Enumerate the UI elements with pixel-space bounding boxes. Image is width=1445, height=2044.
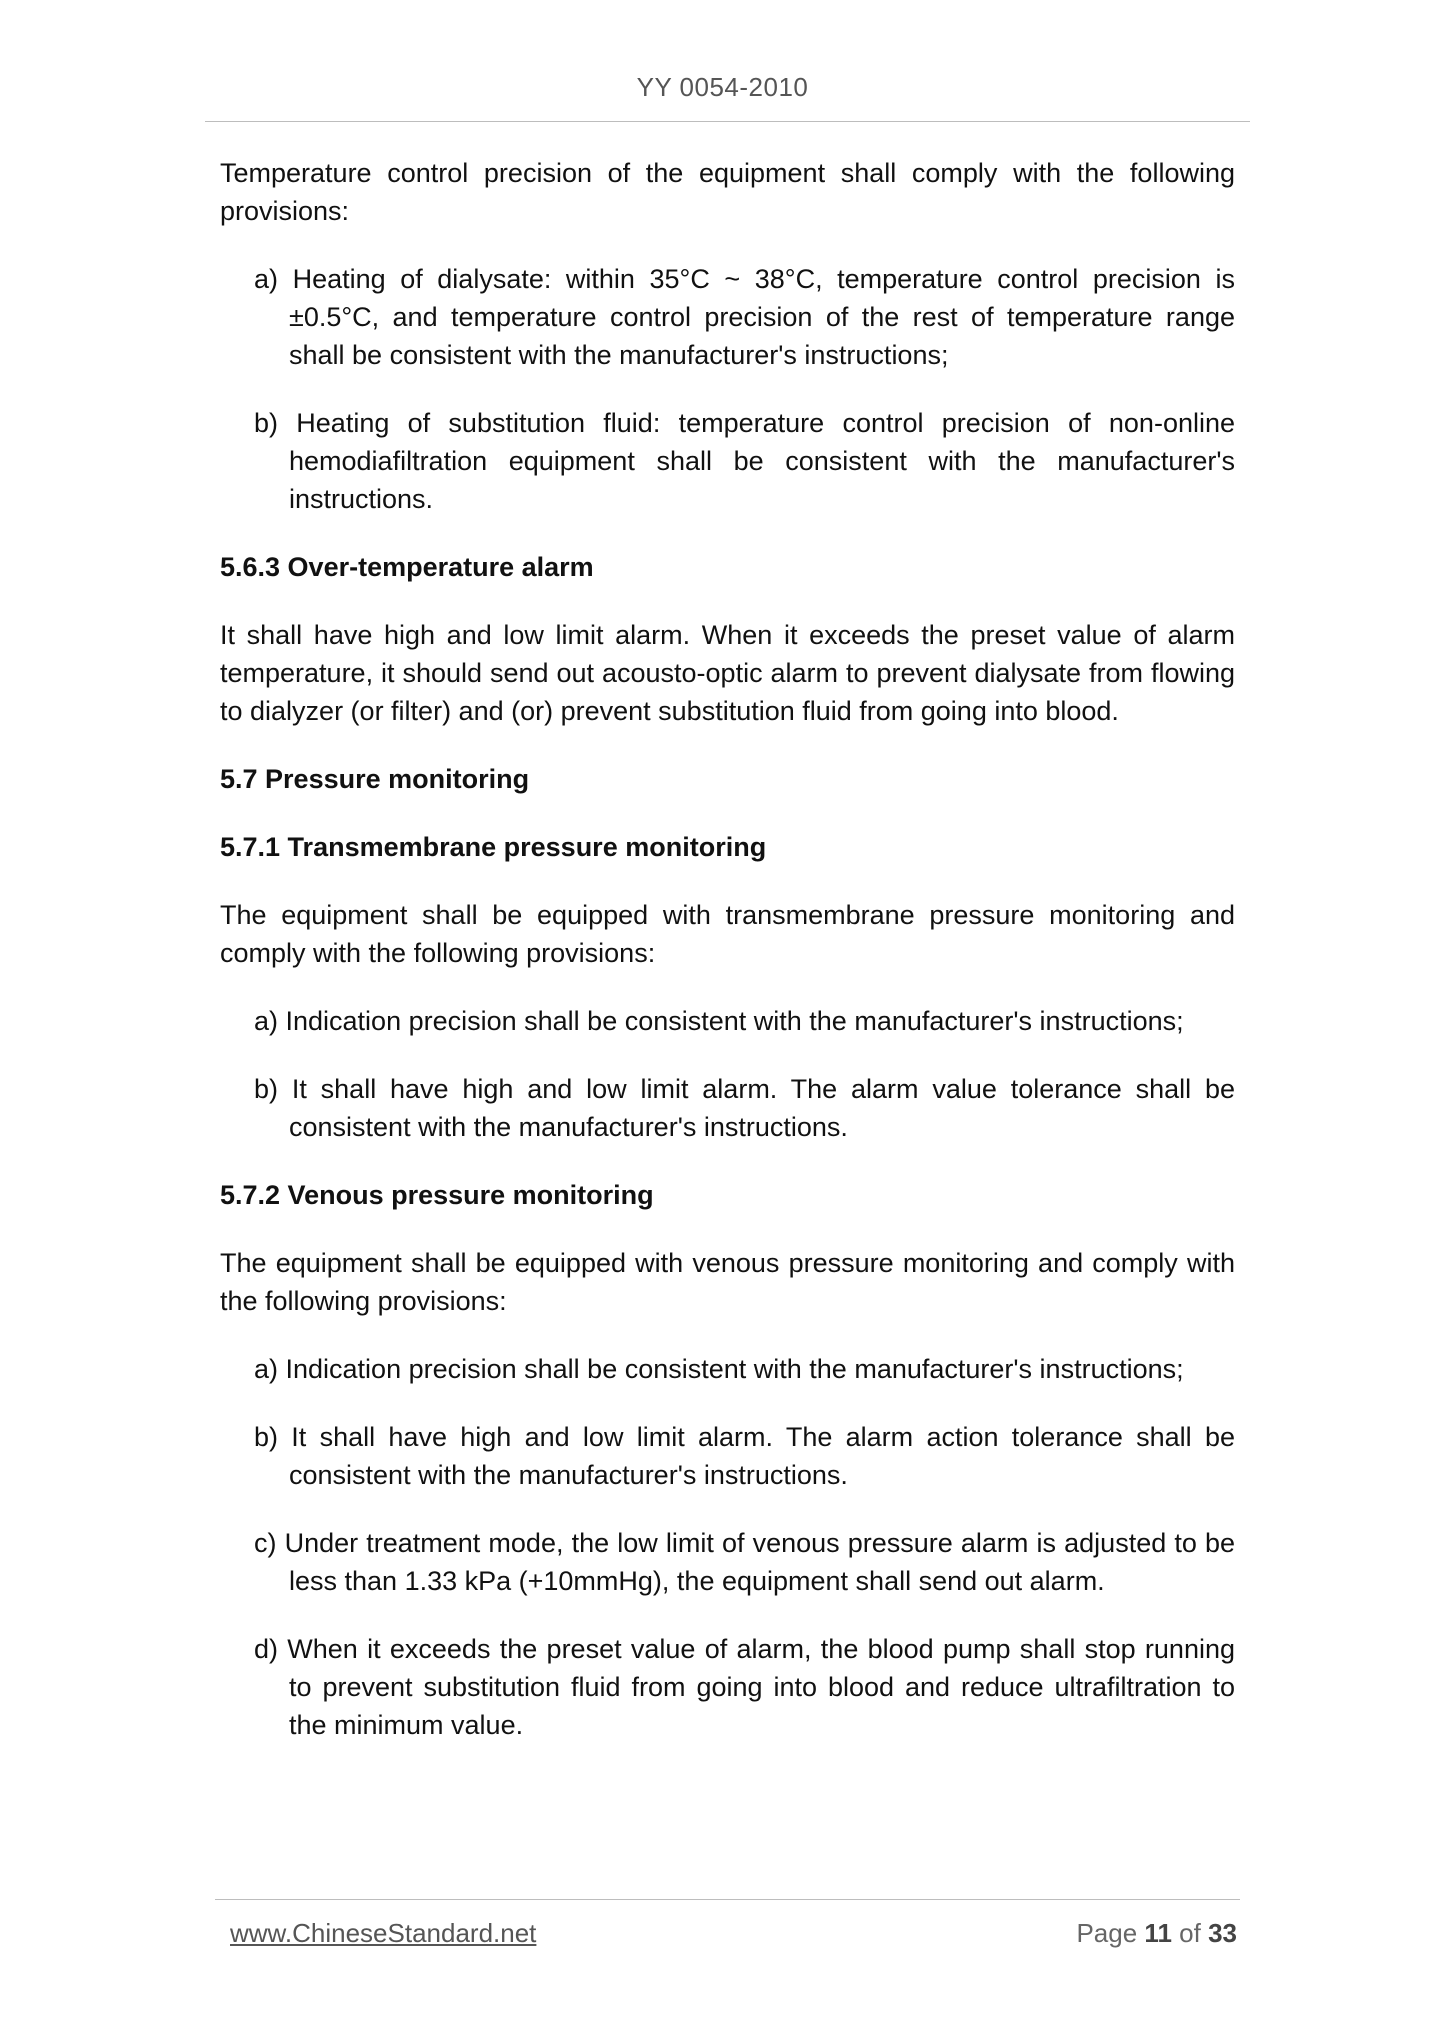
list-item-571-a: a) Indication precision shall be consistent with the manufacturer's instructions;	[254, 1006, 1184, 1036]
website-link[interactable]: www.ChineseStandard.net	[230, 1918, 537, 1948]
list-item-temp-a: a) Heating of dialysate: within 35°C ~ 38°C, temperature control precision is ±0.5°C, and temperature control precision of the rest of temperature range shall be consistent with the manufacturer's instructions;	[254, 264, 1235, 370]
paragraph-5-7-2: The equipment shall be equipped with venous pressure monitoring and comply with the following provisions:	[220, 1248, 1235, 1316]
list-item-572-a: a) Indication precision shall be consistent with the manufacturer's instructions;	[254, 1354, 1184, 1384]
footer-divider	[215, 1899, 1240, 1900]
list-item-temp-b: b) Heating of substitution fluid: temperature control precision of non-online hemodiafiltration equipment shall be consistent with the manufacturer's instructions.	[254, 408, 1235, 514]
section-heading-5-6-3: 5.6.3 Over-temperature alarm	[220, 552, 594, 582]
intro-paragraph: Temperature control precision of the equipment shall comply with the following provisions:	[220, 158, 1235, 226]
standard-code-header: YY 0054-2010	[636, 72, 809, 102]
section-heading-5-7-2: 5.7.2 Venous pressure monitoring	[220, 1180, 654, 1210]
list-item-572-b: b) It shall have high and low limit alarm. The alarm action tolerance shall be consistent with the manufacturer's instructions.	[254, 1422, 1235, 1490]
page-content	[220, 154, 1235, 1774]
page-total: 33	[1208, 1918, 1237, 1948]
paragraph-5-7-1: The equipment shall be equipped with transmembrane pressure monitoring and comply with the following provisions:	[220, 900, 1235, 968]
list-item-571-b: b) It shall have high and low limit alarm. The alarm value tolerance shall be consistent with the manufacturer's instructions.	[254, 1074, 1235, 1142]
page-current: 11	[1144, 1918, 1172, 1948]
page-of-label: of	[1179, 1918, 1201, 1948]
paragraph-5-6-3: It shall have high and low limit alarm. When it exceeds the preset value of alarm temperature, it should send out acousto-optic alarm to prevent dialysate from flowing to dialyzer (or filter) and (or) prevent substitution fluid from going into blood.	[220, 620, 1235, 726]
header-divider	[205, 121, 1250, 122]
page-number	[1076, 1918, 1237, 1949]
list-item-572-d: d) When it exceeds the preset value of alarm, the blood pump shall stop running to prevent substitution fluid from going into blood and reduce ultrafiltration to the minimum value.	[254, 1634, 1235, 1740]
section-heading-5-7-1: 5.7.1 Transmembrane pressure monitoring	[220, 832, 767, 862]
page-label: Page	[1076, 1918, 1138, 1948]
list-item-572-c: c) Under treatment mode, the low limit of venous pressure alarm is adjusted to be less than 1.33 kPa (+10mmHg), the equipment shall send out alarm.	[254, 1528, 1235, 1596]
section-heading-5-7: 5.7 Pressure monitoring	[220, 764, 530, 794]
